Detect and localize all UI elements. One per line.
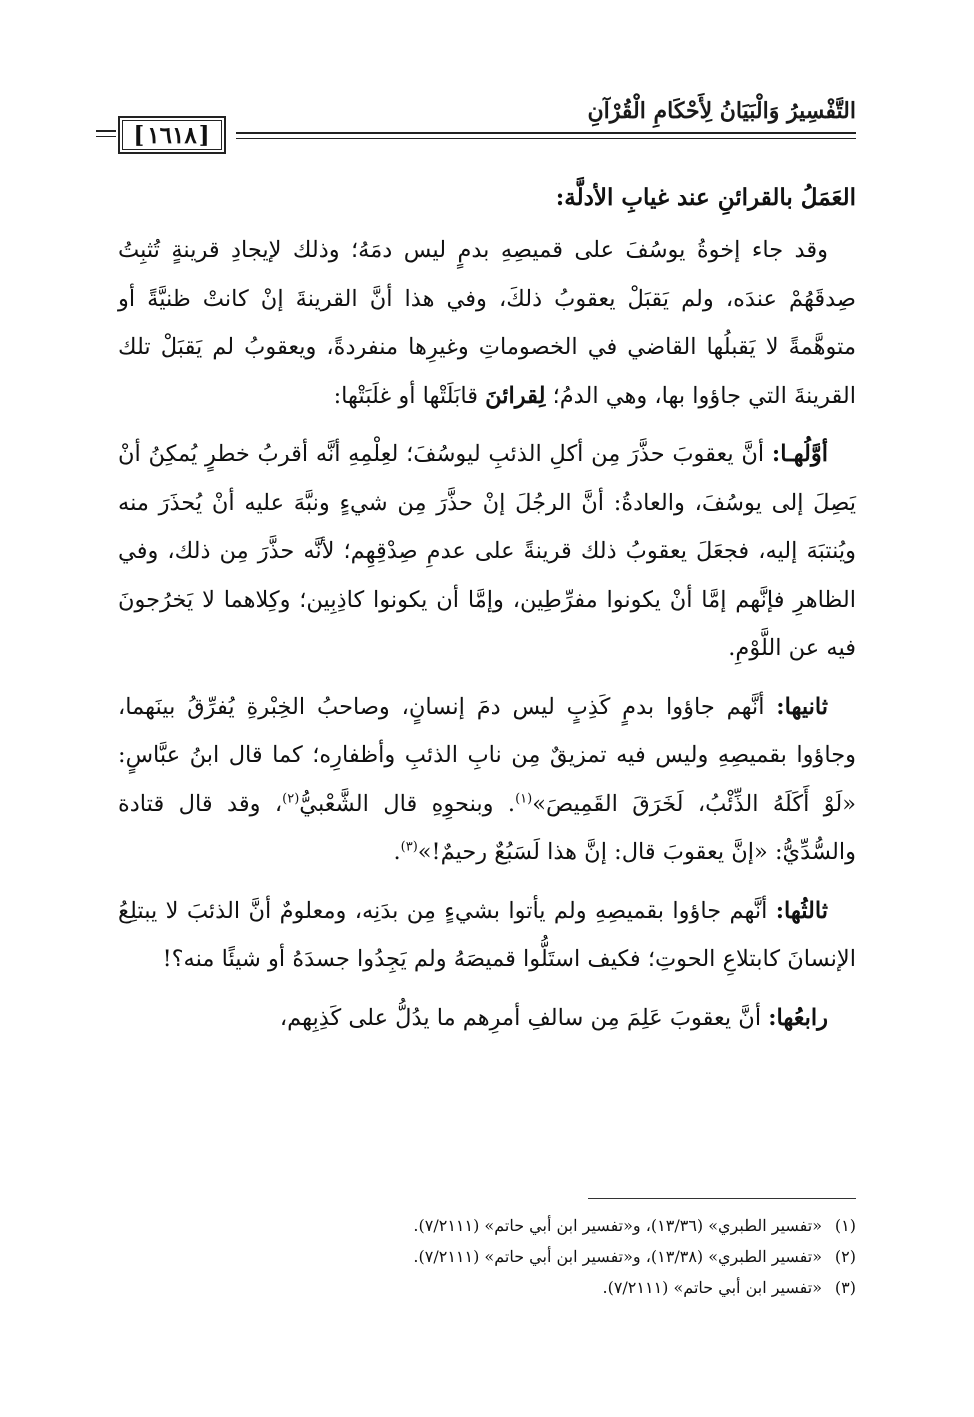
- page-number-box: [ ١٦١٨ ]: [118, 116, 226, 154]
- footnote-number: (١): [834, 1216, 856, 1235]
- paragraph-first: أوَّلُهـا: أنَّ يعقوبَ حذَّرَ مِن أكلِ الذئبِ ليوسُفَ؛ لعِلْمِهِ أنَّه أقربُ خطرٍ يُمكِنُ أنْ يَصِلَ إلى يوسُفَ، والعادةُ: أنَّ الرجُلَ إنْ حذَّرَ مِن شيءٍ ونبَّهَ عليه أنْ يُحذَرَ منه ويُنتبَهَ إليه، فجعَلَ يعقوبُ ذلك قرينةً على عدمِ صِدْقِهِم؛ لأنَّه حذَّرَ مِن ذلك، وفي الظاهرِ فإنَّهم إمَّا أنْ يكونوا مفرِّطِين، وإمَّا أن يكونوا كاذِبِين؛ وكِلاهما لا يَخرُجونَ فيه عن اللَّوْمِ.: [118, 441, 856, 661]
- paragraph-second: ثانيها: أنَّهم جاؤوا بدمٍ كَذِبٍ ليس دمَ إنسانٍ، وصاحبُ الخِبْرةِ يُفرِّقُ بينَهما، وجاؤوا بقميصِهِ وليس فيه تمزيقٌ مِن نابِ الذئبِ وأظفارِه؛ كما قال ابنُ عبَّاسٍ: «لَوْ أَكَلَهُ الذِّئْبُ، لَخَرَقَ القَمِيصَ»$^{(١)}$. وبنحوِهِ قال الشَّعْبيُّ$^{(٢)}$، وقد قال قتادة والسُّدِّيُّ: «إنَّ يعقوبَ قال: إنَّ هذا لَسَبُعٌ رحيمٌ!»$^{(٣)}$.: [118, 693, 856, 865]
- paragraph-fourth: رابعُها: أنَّ يعقوبَ عَلِمَ مِن سالفِ أمرِهم ما يدُلُّ على كَذِبِهم،: [279, 1004, 828, 1031]
- footnote-ref[interactable]: (٣): [400, 839, 418, 855]
- footnote-text: «تفسير الطبري» (١٣/٣٨)، و«تفسير ابن أبي حاتم» (٧/٢١١١).: [413, 1247, 822, 1266]
- header-rule: [236, 132, 856, 134]
- header-rule-left-thin: [96, 136, 116, 137]
- bold-phrase: لِقرائنَ: [485, 382, 546, 409]
- page-header: [118, 96, 856, 152]
- paragraph-lead: ثالثُها:: [775, 897, 829, 924]
- paragraph-intro: وقد جاء إخوةُ يوسُفَ على قميصِهِ بدمٍ ليس دمَهُ؛ وذلك لإيجادِ قرينةٍ تُثبِتُ صِدقَهُمْ عندَه، ولم يَقبَلْ يعقوبُ ذلكَ، وفي هذا أنَّ القرينةَ إنْ كانتْ ظنيَّةً أو متوهَّمةً لا يَقبلُها القاضي في الخصوماتِ وغيرِها منفردةً، ويعقوبُ لم يَقبَلْ تلك القرينةَ التي جاؤوا بها، وهي الدمُ؛ لِقرائنَ قابَلَتْها أو غلَبَتْها:: [118, 237, 856, 409]
- footnote-item: [118, 1210, 856, 1241]
- header-rule-left: [96, 130, 116, 132]
- section-title: العَمَلُ بالقرائنِ عند غيابِ الأدلَّة:: [555, 184, 856, 211]
- footnote-number: (٢): [834, 1247, 856, 1266]
- footnote-item: [118, 1272, 856, 1303]
- footnote-number: (٣): [834, 1278, 856, 1297]
- footnote-separator: [588, 1198, 856, 1199]
- book-title: التَّفْسِيرُ وَالْبَيَانُ لِأَحْكَامِ الْقُرْآنِ: [587, 98, 856, 124]
- footnote-text: «تفسير الطبري» (١٣/٣٦)، و«تفسير ابن أبي حاتم» (٧/٢١١١).: [413, 1216, 822, 1235]
- paragraph-third: ثالثُها: أنَّهم جاؤوا بقميصِهِ ولم يأتوا بشيءٍ مِن بدَنِه، ومعلومٌ أنَّ الذئبَ لا يبتلِعُ الإنسانَ كابتلاعِ الحوتِ؛ فكيف استَلُّوا قميصَهُ ولم يَجِدُوا جسدَهُ أو شيئًا منه؟!: [118, 897, 856, 972]
- header-rule-thin: [236, 138, 856, 139]
- footnote-text: «تفسير ابن أبي حاتم» (٧/٢١١١).: [602, 1278, 822, 1297]
- main-text: [118, 176, 856, 1052]
- paragraph-lead: رابعُها:: [768, 1004, 828, 1031]
- paragraph-lead: ثانيها:: [776, 693, 828, 720]
- footnotes: [118, 1210, 856, 1303]
- paragraph-lead: أوَّلُهـا:: [771, 441, 829, 467]
- page-number: ١٦١٨: [147, 121, 197, 149]
- footnote-ref[interactable]: (٢): [282, 791, 300, 806]
- footnote-ref[interactable]: (١): [515, 791, 533, 806]
- footnote-item: [118, 1241, 856, 1272]
